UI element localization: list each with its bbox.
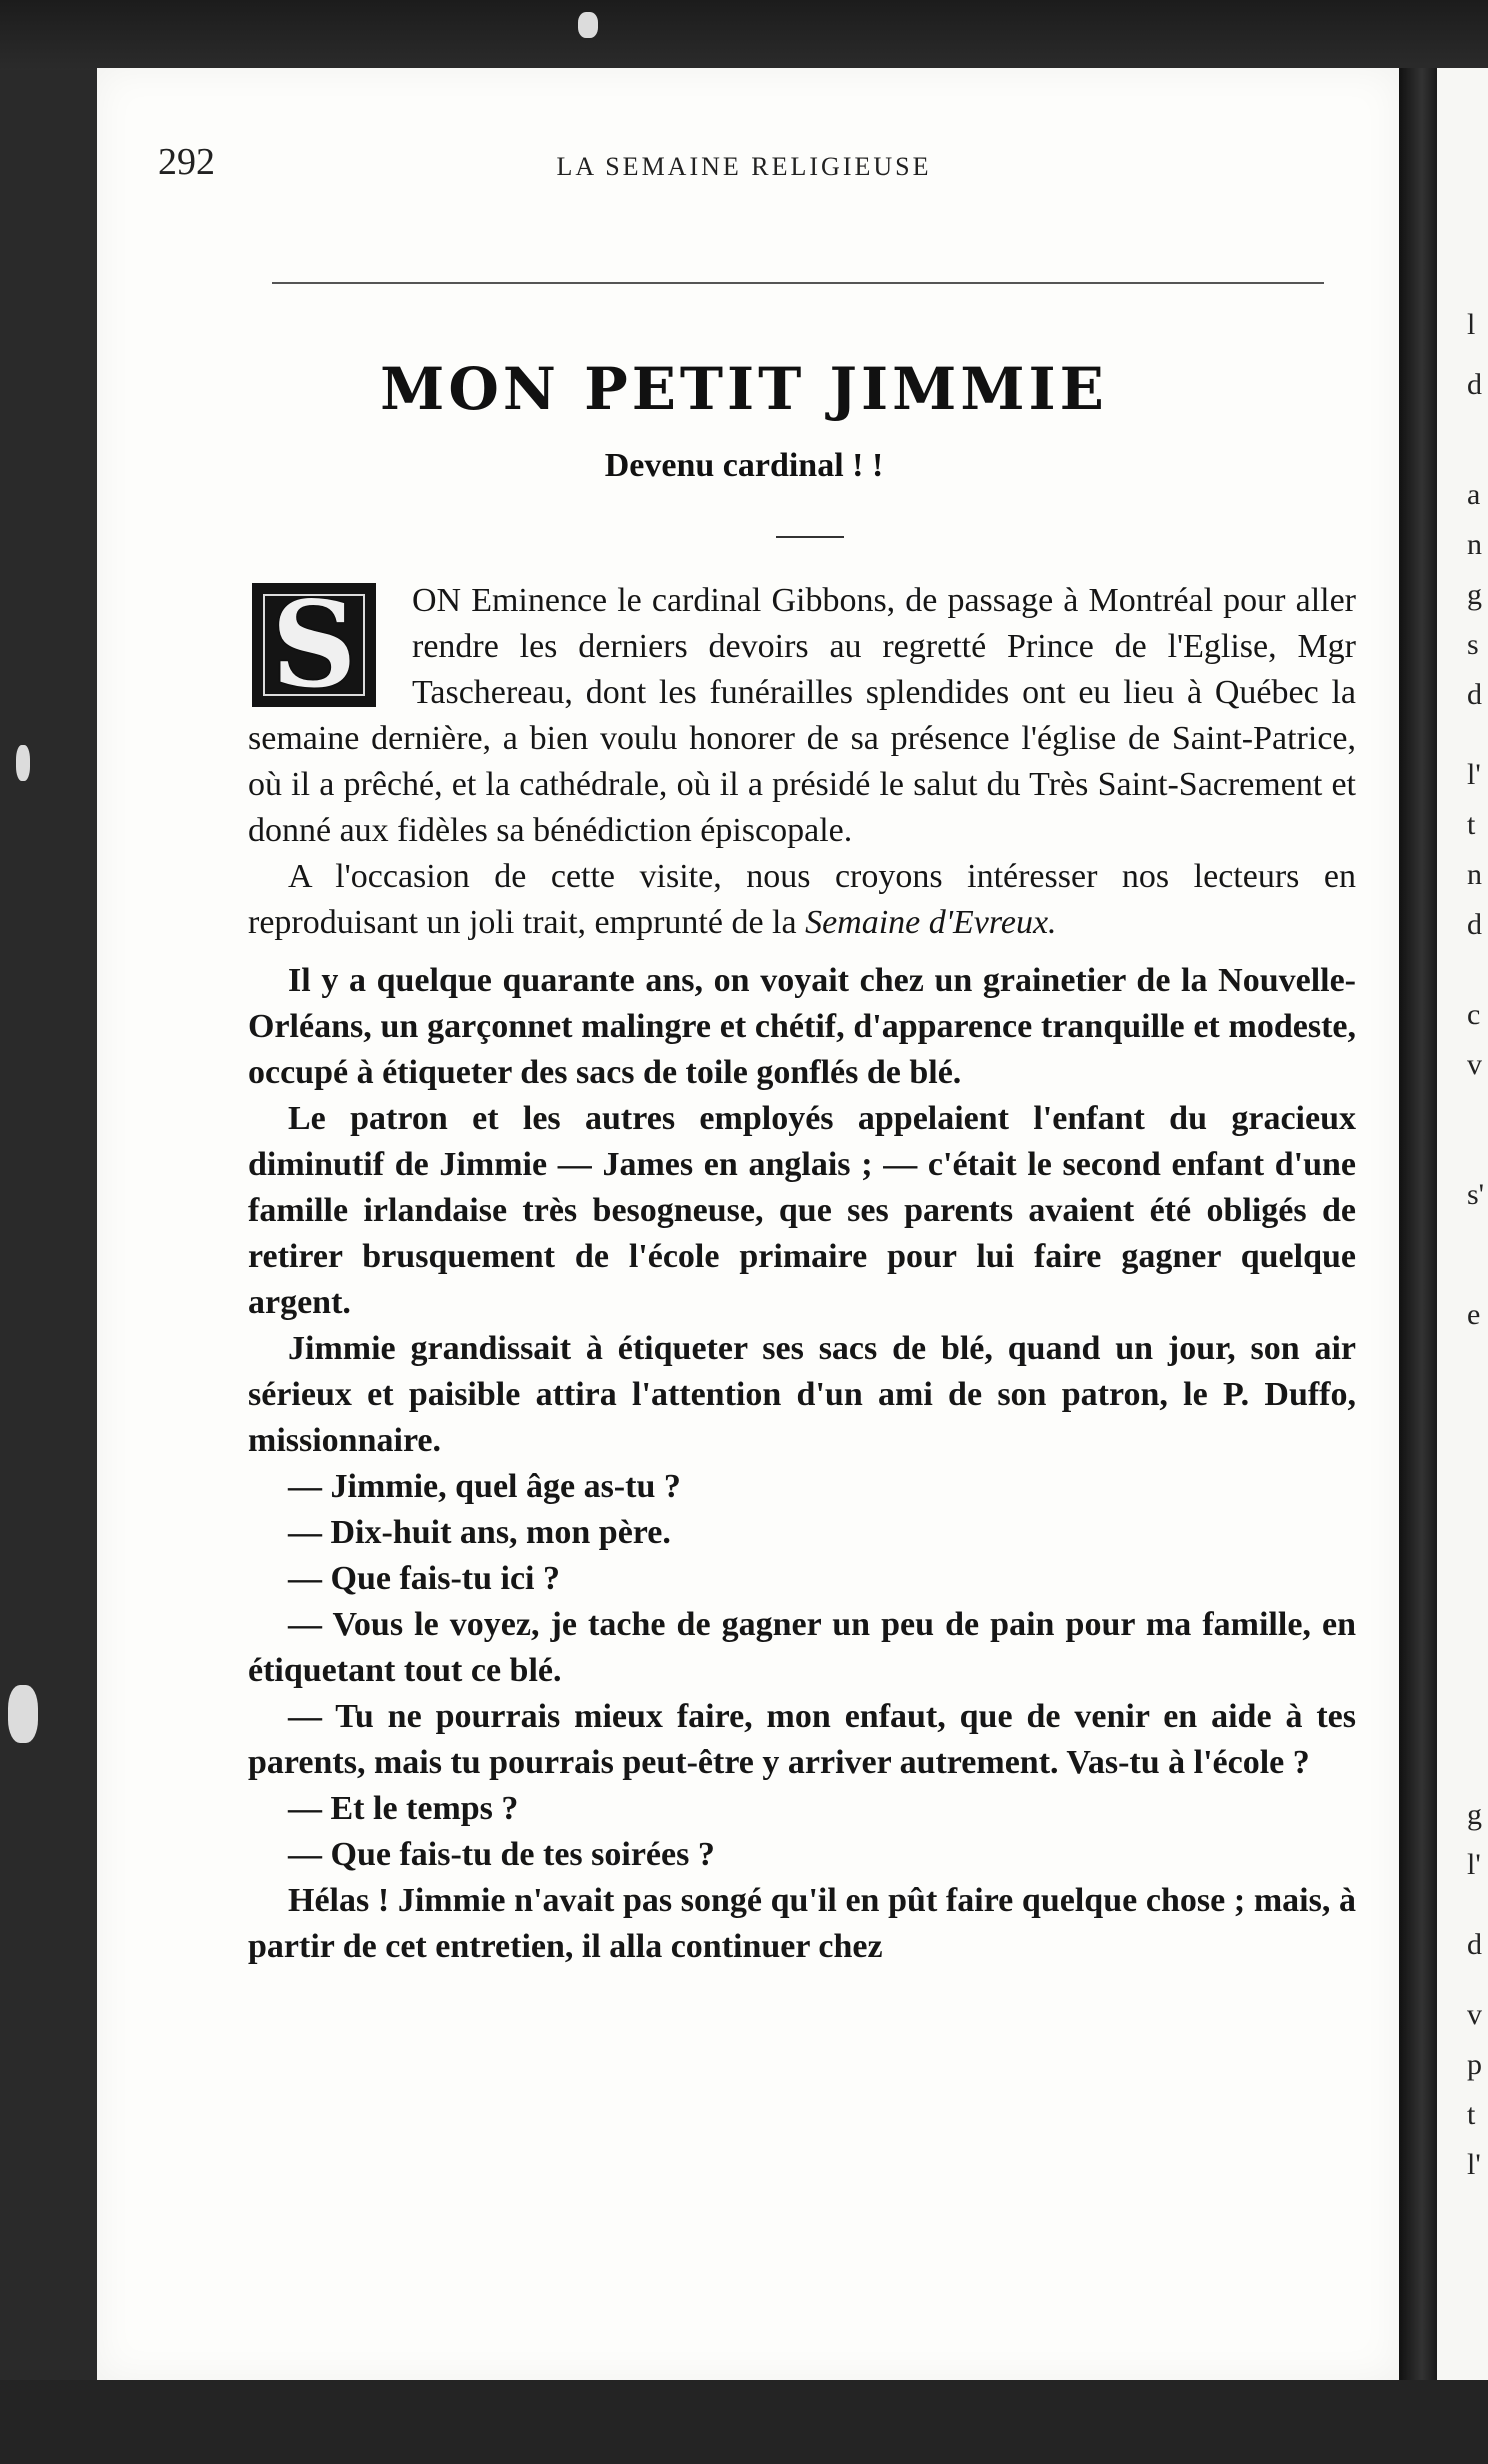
facing-page-fragment: n [1467, 528, 1482, 561]
facing-page-fragment: d [1467, 368, 1482, 401]
facing-page-fragment: e [1467, 1298, 1481, 1331]
story-paragraph: Jimmie grandissait à étiqueter ses sacs de blé, quand un jour, son air sérieux et paisible attira l'attention d'un ami de son patron, le P. Duffo, missionnaire. [248, 1330, 1356, 1459]
facing-page-fragment: l' [1467, 758, 1481, 791]
dialogue-line: — Que fais-tu ici ? [288, 1560, 560, 1597]
dust-speck [16, 745, 30, 781]
article-title: MON PETIT JIMMIE [380, 355, 1108, 423]
scanner-background-bottom [0, 2380, 1488, 2464]
facing-page-fragment: l' [1467, 1848, 1481, 1881]
facing-page-fragment: p [1467, 2048, 1482, 2081]
dust-speck [8, 1685, 38, 1743]
dialogue-line: — Tu ne pourrais mieux faire, mon enfaut, que de venir en aide à tes parents, mais tu pourrais peut-être y arriver autrement. Vas-tu à l'école ? [248, 1698, 1356, 1781]
page-number: 292 [158, 141, 215, 183]
dust-speck [578, 12, 598, 38]
facing-page-fragment: l' [1467, 2148, 1481, 2181]
intro-text: A l'occasion de cette visite, nous croyons intéresser nos lecteurs en reproduisant un joli trait, emprunté de la [248, 858, 1356, 941]
facing-page-fragment: d [1467, 908, 1482, 941]
drop-cap-letter: S [271, 583, 357, 707]
facing-page-fragment: v [1467, 1998, 1482, 2031]
facing-page-fragment: g [1467, 578, 1482, 611]
scanner-background-top [0, 0, 1488, 70]
story-paragraph: Hélas ! Jimmie n'avait pas songé qu'il en pût faire quelque chose ; mais, à partir de cet entretien, il alla continuer chez [248, 1882, 1356, 1965]
header-rule [272, 282, 1324, 284]
running-head: LA SEMAINE RELIGIEUSE [556, 152, 932, 181]
intro-paragraph [248, 854, 1356, 946]
story-section [248, 958, 1356, 1970]
story-paragraph: Il y a quelque quarante ans, on voyait chez un grainetier de la Nouvelle-Orléans, un garçonnet malingre et chétif, d'apparence tranquille et modeste, occupé à étiqueter des sacs de toile gonflés de blé. [248, 962, 1356, 1091]
dialogue-line: — Jimmie, quel âge as-tu ? [288, 1468, 681, 1505]
source-title: Semaine d'Evreux. [805, 904, 1057, 941]
facing-page-fragment: d [1467, 678, 1482, 711]
facing-page-fragment: d [1467, 1928, 1482, 1961]
facing-page-fragment: n [1467, 858, 1482, 891]
intro-paragraph: ON Eminence le cardinal Gibbons, de passage à Montréal pour aller rendre les derniers devoirs au regretté Prince de l'Eglise, Mgr Taschereau, dont les funérailles splendides ont eu lieu à Québec la semaine dernière, a bien voulu honorer de sa présence l'église de Saint-Patrice, où il a prêché, et la cathédrale, où il a présidé le salut du Très Saint-Sacrement et donné aux fidèles sa bénédiction épiscopale. [248, 582, 1356, 849]
title-divider [776, 536, 844, 538]
facing-page-fragment: s [1467, 628, 1479, 661]
facing-page-fragment: l [1467, 308, 1476, 341]
facing-page-fragment: t [1467, 808, 1476, 841]
facing-page-fragment: a [1467, 478, 1481, 511]
facing-page-fragment: s' [1467, 1178, 1485, 1211]
article-body [248, 578, 1356, 1970]
article-subtitle: Devenu cardinal ! ! [604, 447, 884, 484]
dialogue-line: — Et le temps ? [288, 1790, 519, 1827]
dialogue-line: — Dix-huit ans, mon père. [288, 1514, 671, 1551]
facing-page-fragment: t [1467, 2098, 1476, 2131]
story-paragraph: Le patron et les autres employés appelaient l'enfant du gracieux diminutif de Jimmie — James en anglais ; — c'était le second enfant d'une famille irlandaise très besogneuse, que ses parents avaient été obligés de retirer brusquement de l'école primaire pour lui faire gagner quelque argent. [248, 1100, 1356, 1321]
dialogue-line: — Que fais-tu de tes soirées ? [288, 1836, 715, 1873]
facing-page-fragment: g [1467, 1798, 1482, 1831]
facing-page-fragment: v [1467, 1048, 1482, 1081]
facing-page-fragment: c [1467, 998, 1481, 1031]
dialogue-line: — Vous le voyez, je tache de gagner un peu de pain pour ma famille, en étiquetant tout ce blé. [248, 1606, 1356, 1689]
